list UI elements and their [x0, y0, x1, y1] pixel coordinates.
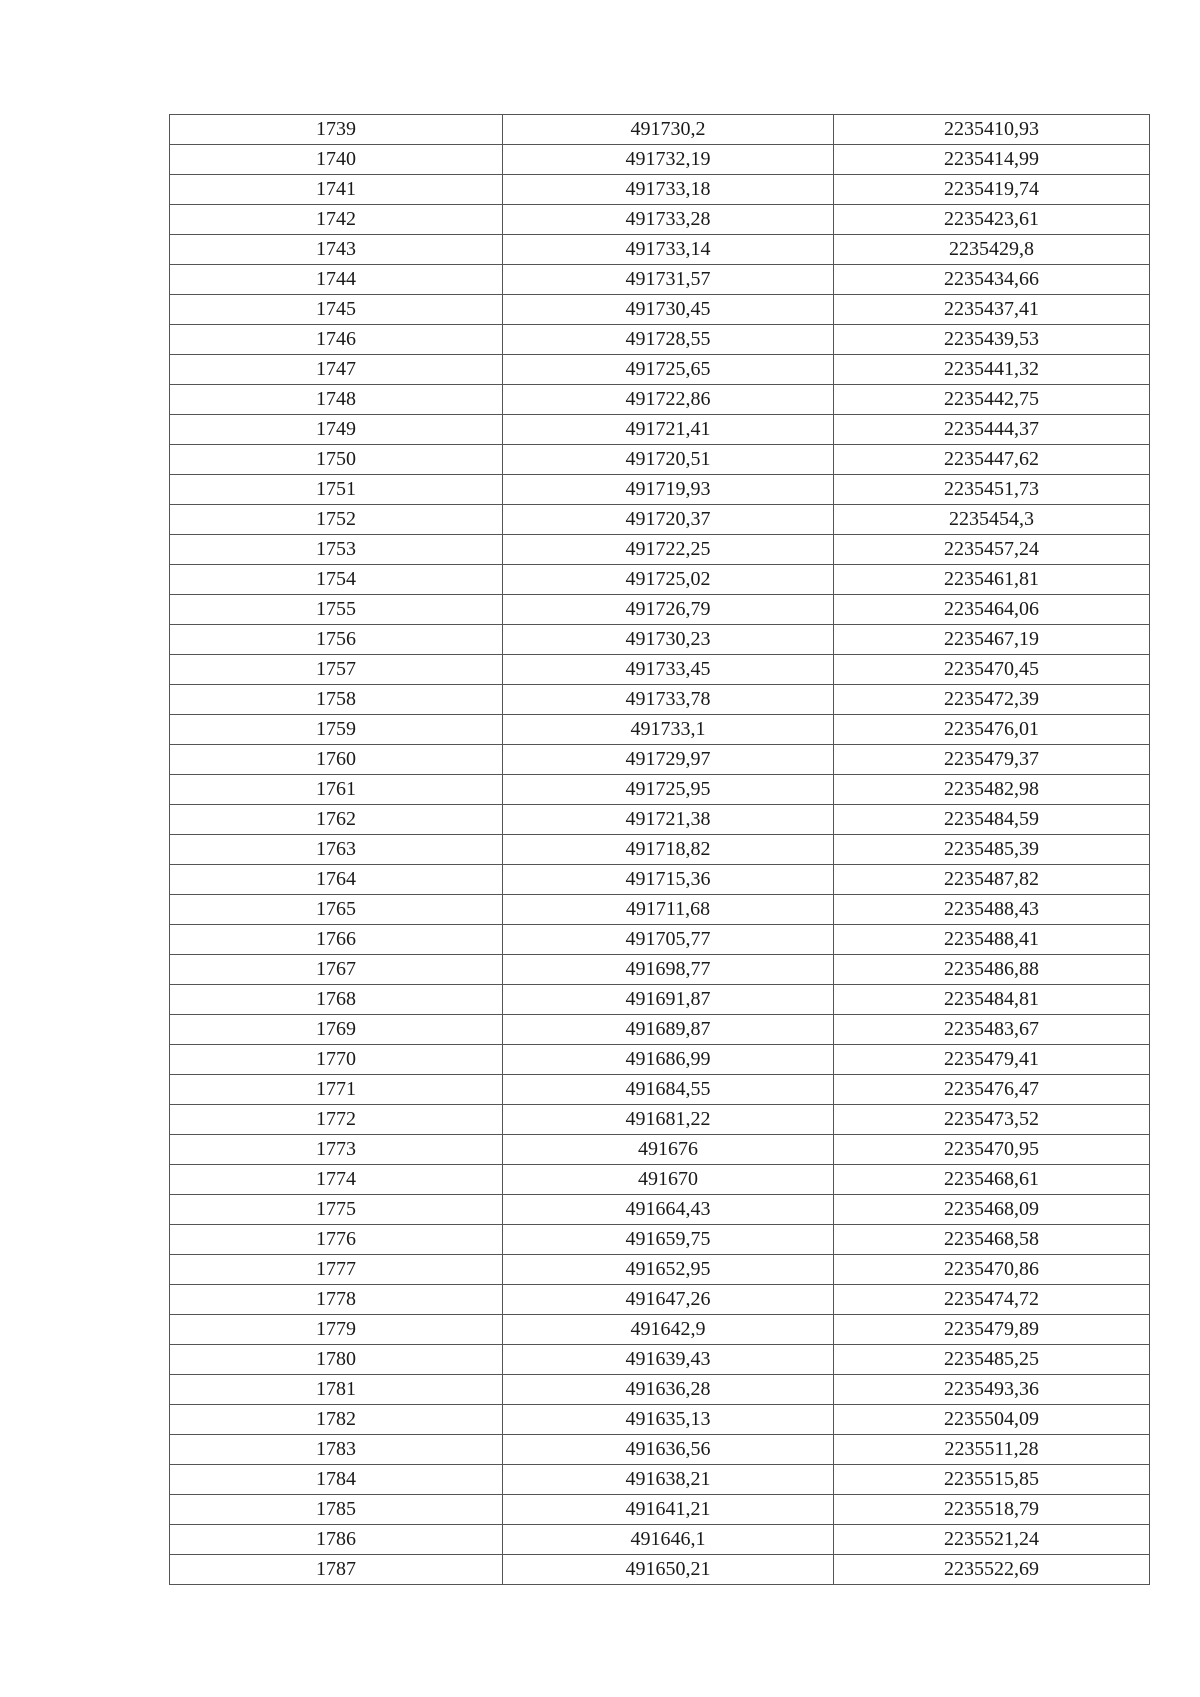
y-coordinate-cell: 2235484,59	[834, 805, 1150, 835]
table-row	[170, 325, 1150, 355]
table-row	[170, 835, 1150, 865]
table-row	[170, 715, 1150, 745]
point-number-cell: 1751	[170, 475, 503, 505]
x-coordinate-cell: 491733,1	[503, 715, 834, 745]
x-coordinate-cell: 491676	[503, 1135, 834, 1165]
point-number-cell: 1768	[170, 985, 503, 1015]
y-coordinate-cell: 2235484,81	[834, 985, 1150, 1015]
x-coordinate-cell: 491670	[503, 1165, 834, 1195]
x-coordinate-cell: 491720,37	[503, 505, 834, 535]
y-coordinate-cell: 2235511,28	[834, 1435, 1150, 1465]
table-row	[170, 595, 1150, 625]
table-row	[170, 415, 1150, 445]
point-number-cell: 1757	[170, 655, 503, 685]
coordinates-table	[169, 114, 1150, 1585]
point-number-cell: 1739	[170, 115, 503, 145]
y-coordinate-cell: 2235472,39	[834, 685, 1150, 715]
table-row	[170, 1495, 1150, 1525]
x-coordinate-cell: 491725,95	[503, 775, 834, 805]
y-coordinate-cell: 2235454,3	[834, 505, 1150, 535]
y-coordinate-cell: 2235515,85	[834, 1465, 1150, 1495]
point-number-cell: 1750	[170, 445, 503, 475]
x-coordinate-cell: 491722,25	[503, 535, 834, 565]
x-coordinate-cell: 491652,95	[503, 1255, 834, 1285]
x-coordinate-cell: 491733,78	[503, 685, 834, 715]
table-row	[170, 1285, 1150, 1315]
table-row	[170, 205, 1150, 235]
x-coordinate-cell: 491698,77	[503, 955, 834, 985]
x-coordinate-cell: 491691,87	[503, 985, 834, 1015]
y-coordinate-cell: 2235476,01	[834, 715, 1150, 745]
point-number-cell: 1741	[170, 175, 503, 205]
table-row	[170, 1555, 1150, 1585]
x-coordinate-cell: 491725,65	[503, 355, 834, 385]
table-row	[170, 655, 1150, 685]
x-coordinate-cell: 491650,21	[503, 1555, 834, 1585]
y-coordinate-cell: 2235488,43	[834, 895, 1150, 925]
table-row	[170, 1225, 1150, 1255]
x-coordinate-cell: 491730,2	[503, 115, 834, 145]
y-coordinate-cell: 2235487,82	[834, 865, 1150, 895]
point-number-cell: 1743	[170, 235, 503, 265]
y-coordinate-cell: 2235521,24	[834, 1525, 1150, 1555]
point-number-cell: 1784	[170, 1465, 503, 1495]
table-row	[170, 145, 1150, 175]
point-number-cell: 1740	[170, 145, 503, 175]
x-coordinate-cell: 491636,28	[503, 1375, 834, 1405]
x-coordinate-cell: 491638,21	[503, 1465, 834, 1495]
table-row	[170, 625, 1150, 655]
table-row	[170, 745, 1150, 775]
table-row	[170, 805, 1150, 835]
table-row	[170, 445, 1150, 475]
point-number-cell: 1766	[170, 925, 503, 955]
y-coordinate-cell: 2235470,86	[834, 1255, 1150, 1285]
table-row	[170, 475, 1150, 505]
y-coordinate-cell: 2235464,06	[834, 595, 1150, 625]
x-coordinate-cell: 491659,75	[503, 1225, 834, 1255]
table-row	[170, 1315, 1150, 1345]
x-coordinate-cell: 491733,18	[503, 175, 834, 205]
x-coordinate-cell: 491721,38	[503, 805, 834, 835]
point-number-cell: 1760	[170, 745, 503, 775]
point-number-cell: 1759	[170, 715, 503, 745]
y-coordinate-cell: 2235429,8	[834, 235, 1150, 265]
x-coordinate-cell: 491722,86	[503, 385, 834, 415]
point-number-cell: 1787	[170, 1555, 503, 1585]
y-coordinate-cell: 2235468,58	[834, 1225, 1150, 1255]
point-number-cell: 1761	[170, 775, 503, 805]
point-number-cell: 1753	[170, 535, 503, 565]
x-coordinate-cell: 491725,02	[503, 565, 834, 595]
point-number-cell: 1769	[170, 1015, 503, 1045]
table-row	[170, 1045, 1150, 1075]
x-coordinate-cell: 491686,99	[503, 1045, 834, 1075]
point-number-cell: 1756	[170, 625, 503, 655]
y-coordinate-cell: 2235474,72	[834, 1285, 1150, 1315]
y-coordinate-cell: 2235522,69	[834, 1555, 1150, 1585]
x-coordinate-cell: 491733,14	[503, 235, 834, 265]
y-coordinate-cell: 2235467,19	[834, 625, 1150, 655]
y-coordinate-cell: 2235479,41	[834, 1045, 1150, 1075]
table-row	[170, 535, 1150, 565]
x-coordinate-cell: 491733,28	[503, 205, 834, 235]
y-coordinate-cell: 2235468,09	[834, 1195, 1150, 1225]
y-coordinate-cell: 2235442,75	[834, 385, 1150, 415]
y-coordinate-cell: 2235441,32	[834, 355, 1150, 385]
y-coordinate-cell: 2235437,41	[834, 295, 1150, 325]
point-number-cell: 1786	[170, 1525, 503, 1555]
table-row	[170, 295, 1150, 325]
table-row	[170, 925, 1150, 955]
x-coordinate-cell: 491639,43	[503, 1345, 834, 1375]
point-number-cell: 1749	[170, 415, 503, 445]
point-number-cell: 1767	[170, 955, 503, 985]
point-number-cell: 1775	[170, 1195, 503, 1225]
x-coordinate-cell: 491732,19	[503, 145, 834, 175]
table-row	[170, 505, 1150, 535]
y-coordinate-cell: 2235479,37	[834, 745, 1150, 775]
x-coordinate-cell: 491689,87	[503, 1015, 834, 1045]
point-number-cell: 1744	[170, 265, 503, 295]
y-coordinate-cell: 2235476,47	[834, 1075, 1150, 1105]
y-coordinate-cell: 2235483,67	[834, 1015, 1150, 1045]
y-coordinate-cell: 2235423,61	[834, 205, 1150, 235]
table-row	[170, 1075, 1150, 1105]
table-row	[170, 355, 1150, 385]
y-coordinate-cell: 2235410,93	[834, 115, 1150, 145]
x-coordinate-cell: 491705,77	[503, 925, 834, 955]
table-row	[170, 115, 1150, 145]
point-number-cell: 1776	[170, 1225, 503, 1255]
x-coordinate-cell: 491715,36	[503, 865, 834, 895]
table-row	[170, 685, 1150, 715]
point-number-cell: 1748	[170, 385, 503, 415]
table-row	[170, 1195, 1150, 1225]
point-number-cell: 1754	[170, 565, 503, 595]
point-number-cell: 1742	[170, 205, 503, 235]
y-coordinate-cell: 2235439,53	[834, 325, 1150, 355]
y-coordinate-cell: 2235470,45	[834, 655, 1150, 685]
table-row	[170, 265, 1150, 295]
point-number-cell: 1762	[170, 805, 503, 835]
x-coordinate-cell: 491636,56	[503, 1435, 834, 1465]
point-number-cell: 1745	[170, 295, 503, 325]
x-coordinate-cell: 491646,1	[503, 1525, 834, 1555]
y-coordinate-cell: 2235444,37	[834, 415, 1150, 445]
table-row	[170, 1345, 1150, 1375]
table-row	[170, 895, 1150, 925]
y-coordinate-cell: 2235461,81	[834, 565, 1150, 595]
x-coordinate-cell: 491711,68	[503, 895, 834, 925]
x-coordinate-cell: 491720,51	[503, 445, 834, 475]
y-coordinate-cell: 2235414,99	[834, 145, 1150, 175]
y-coordinate-cell: 2235470,95	[834, 1135, 1150, 1165]
x-coordinate-cell: 491721,41	[503, 415, 834, 445]
x-coordinate-cell: 491731,57	[503, 265, 834, 295]
point-number-cell: 1773	[170, 1135, 503, 1165]
point-number-cell: 1758	[170, 685, 503, 715]
y-coordinate-cell: 2235488,41	[834, 925, 1150, 955]
y-coordinate-cell: 2235493,36	[834, 1375, 1150, 1405]
point-number-cell: 1774	[170, 1165, 503, 1195]
y-coordinate-cell: 2235485,25	[834, 1345, 1150, 1375]
point-number-cell: 1779	[170, 1315, 503, 1345]
y-coordinate-cell: 2235518,79	[834, 1495, 1150, 1525]
point-number-cell: 1780	[170, 1345, 503, 1375]
x-coordinate-cell: 491635,13	[503, 1405, 834, 1435]
point-number-cell: 1764	[170, 865, 503, 895]
x-coordinate-cell: 491726,79	[503, 595, 834, 625]
x-coordinate-cell: 491684,55	[503, 1075, 834, 1105]
y-coordinate-cell: 2235468,61	[834, 1165, 1150, 1195]
x-coordinate-cell: 491728,55	[503, 325, 834, 355]
y-coordinate-cell: 2235457,24	[834, 535, 1150, 565]
point-number-cell: 1746	[170, 325, 503, 355]
coordinates-table-body	[170, 115, 1150, 1585]
x-coordinate-cell: 491730,45	[503, 295, 834, 325]
point-number-cell: 1765	[170, 895, 503, 925]
table-row	[170, 1255, 1150, 1285]
x-coordinate-cell: 491681,22	[503, 1105, 834, 1135]
table-row	[170, 775, 1150, 805]
x-coordinate-cell: 491729,97	[503, 745, 834, 775]
table-row	[170, 865, 1150, 895]
y-coordinate-cell: 2235434,66	[834, 265, 1150, 295]
point-number-cell: 1755	[170, 595, 503, 625]
point-number-cell: 1770	[170, 1045, 503, 1075]
point-number-cell: 1781	[170, 1375, 503, 1405]
point-number-cell: 1785	[170, 1495, 503, 1525]
table-row	[170, 985, 1150, 1015]
point-number-cell: 1771	[170, 1075, 503, 1105]
y-coordinate-cell: 2235482,98	[834, 775, 1150, 805]
x-coordinate-cell: 491718,82	[503, 835, 834, 865]
point-number-cell: 1747	[170, 355, 503, 385]
y-coordinate-cell: 2235451,73	[834, 475, 1150, 505]
table-row	[170, 1435, 1150, 1465]
y-coordinate-cell: 2235473,52	[834, 1105, 1150, 1135]
y-coordinate-cell: 2235479,89	[834, 1315, 1150, 1345]
table-row	[170, 955, 1150, 985]
x-coordinate-cell: 491641,21	[503, 1495, 834, 1525]
y-coordinate-cell: 2235485,39	[834, 835, 1150, 865]
x-coordinate-cell: 491642,9	[503, 1315, 834, 1345]
point-number-cell: 1777	[170, 1255, 503, 1285]
table-row	[170, 1405, 1150, 1435]
table-row	[170, 1105, 1150, 1135]
table-row	[170, 565, 1150, 595]
table-row	[170, 1525, 1150, 1555]
y-coordinate-cell: 2235486,88	[834, 955, 1150, 985]
y-coordinate-cell: 2235447,62	[834, 445, 1150, 475]
point-number-cell: 1783	[170, 1435, 503, 1465]
y-coordinate-cell: 2235419,74	[834, 175, 1150, 205]
point-number-cell: 1772	[170, 1105, 503, 1135]
table-row	[170, 1015, 1150, 1045]
table-row	[170, 1165, 1150, 1195]
point-number-cell: 1763	[170, 835, 503, 865]
x-coordinate-cell: 491647,26	[503, 1285, 834, 1315]
x-coordinate-cell: 491730,23	[503, 625, 834, 655]
table-row	[170, 235, 1150, 265]
table-row	[170, 175, 1150, 205]
table-row	[170, 385, 1150, 415]
table-row	[170, 1465, 1150, 1495]
x-coordinate-cell: 491733,45	[503, 655, 834, 685]
x-coordinate-cell: 491719,93	[503, 475, 834, 505]
point-number-cell: 1782	[170, 1405, 503, 1435]
point-number-cell: 1778	[170, 1285, 503, 1315]
x-coordinate-cell: 491664,43	[503, 1195, 834, 1225]
point-number-cell: 1752	[170, 505, 503, 535]
table-row	[170, 1375, 1150, 1405]
y-coordinate-cell: 2235504,09	[834, 1405, 1150, 1435]
table-row	[170, 1135, 1150, 1165]
